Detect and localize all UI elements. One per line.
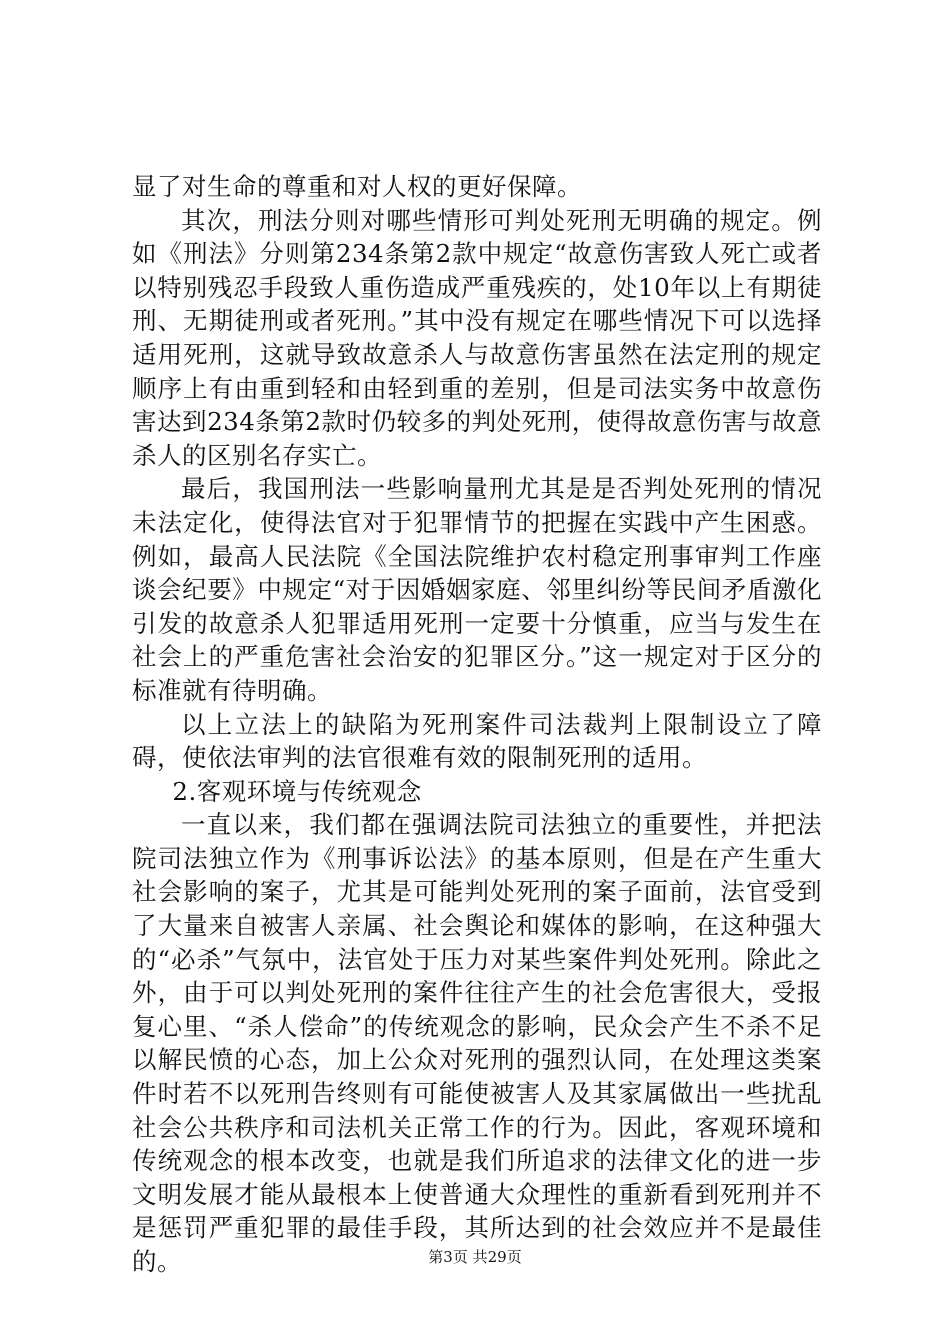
paragraph-second-point: 其次，刑法分则对哪些情形可判处死刑无明确的规定。例如《刑法》分则第234条第2款中规定“故意伤害致人死亡或者以特别残忍手段致人重伤造成严重残疾的，处10年以上有期徒刑、无期徒刑或者死刑。”其中没有规定在哪些情况下可以选择适用死刑，这就导致故意杀人与故意伤害虽然在法定刑的规定顺序上有由重到轻和由轻到重的差别，但是司法实务中故意伤害达到234条第2款时仍较多的判处死刑，使得故意伤害与故意杀人的区别名存实亡。 <box>132 205 822 470</box>
paragraph-environment-tradition: 一直以来，我们都在强调法院司法独立的重要性，并把法院司法独立作为《刑事诉讼法》的基本原则，但是在产生重大社会影响的案子，尤其是可能判处死刑的案子面前，法官受到了大量来自被害人亲属、社会舆论和媒体的影响，在这种强大的“必杀”气氛中，法官处于压力对某些案件判处死刑。除此之外，由于可以判处死刑的案件往往产生的社会危害很大，受报复心里、“杀人偿命”的传统观念的影响，民众会产生不杀不足以解民愤的心态，加上公众对死刑的强烈认同，在处理这类案件时若不以死刑告终则有可能使被害人及其家属做出一些扰乱社会公共秩序和司法机关正常工作的行为。因此，客观环境和传统观念的根本改变，也就是我们所追求的法律文化的进一步文明发展才能从最根本上使普通大众理性的重新看到死刑并不是惩罚严重犯罪的最佳手段，其所达到的社会效应并不是最佳的。 <box>132 810 822 1276</box>
paragraph-last-point: 最后，我国刑法一些影响量刑尤其是是否判处死刑的情况未法定化，使得法官对于犯罪情节的把握在实践中产生困惑。例如，最高人民法院《全国法院维护农村稳定刑事审判工作座谈会纪要》中规定“对于因婚姻家庭、邻里纠纷等民间矛盾激化引发的故意杀人犯罪适用死刑一定要十分慎重，应当与发生在社会上的严重危害社会治安的犯罪区分。”这一规定对于区分的标准就有待明确。 <box>132 474 822 705</box>
page-footer: 第3页 共29页 <box>428 1248 522 1266</box>
section-heading: 2.客观环境与传统观念 <box>172 776 422 806</box>
body-text <box>132 170 822 1279</box>
paragraph-continuation: 显了对生命的尊重和对人权的更好保障。 <box>132 172 582 201</box>
paragraph-summary: 以上立法上的缺陷为死刑案件司法裁判上限制设立了障碍，使依法审判的法官很难有效的限制死刑的适用。 <box>132 709 822 773</box>
